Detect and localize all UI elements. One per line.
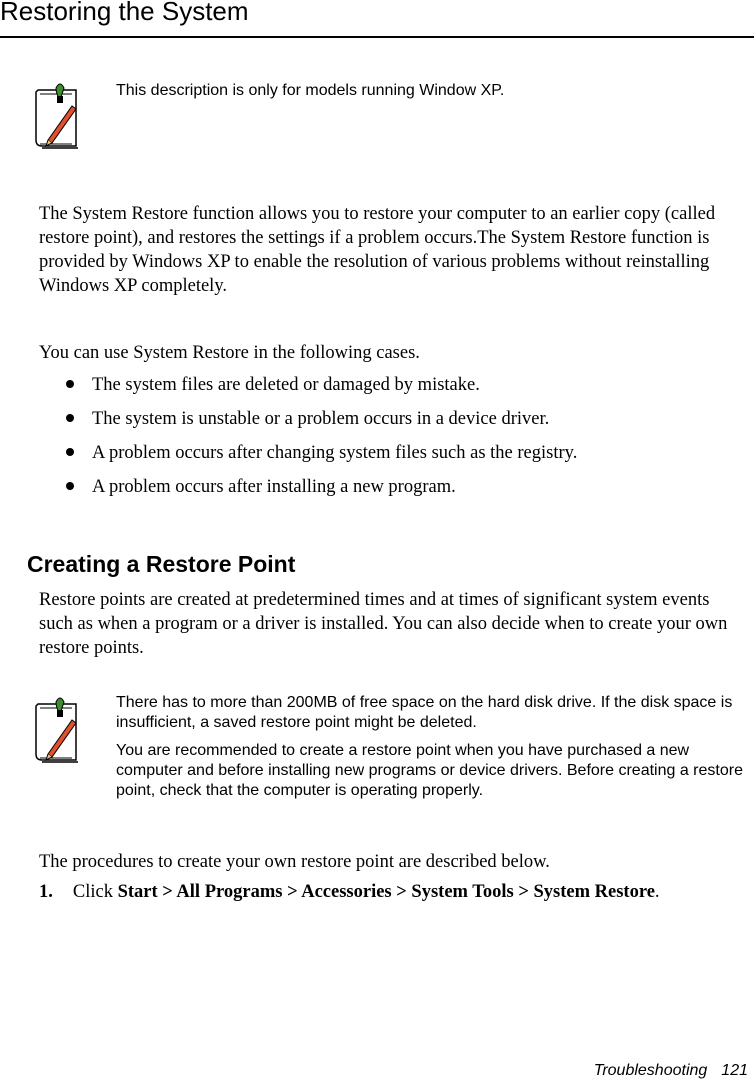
list-item: A problem occurs after changing system files such as the registry. xyxy=(66,441,746,475)
bullet-icon xyxy=(66,448,74,456)
procedure-intro: The procedures to create your own restore point are described below. xyxy=(39,852,550,872)
intro-paragraph: The System Restore function allows you to restore your computer to an earlier copy (called restore point), and restores the settings if a problem occurs.The System Restore function is provided by Windows XP to enable the resolution of various problems without reinstalling Windows XP completely. xyxy=(39,204,716,296)
step-prefix: Click xyxy=(72,882,118,902)
section-paragraph: Restore points are created at predetermined times and at times of significant system events such as when a program or a driver is installed. You can also decide when to create your own restore points. xyxy=(39,590,728,658)
note-text: This description is only for models running Window XP. xyxy=(116,82,505,99)
list-item: The system files are deleted or damaged by mistake. xyxy=(66,373,746,407)
list-item: A problem occurs after installing a new program. xyxy=(66,475,746,509)
step-number: 1. xyxy=(39,882,53,902)
cases-list xyxy=(66,373,746,509)
bullet-icon xyxy=(66,414,74,422)
list-item: The system is unstable or a problem occurs in a device driver. xyxy=(66,407,746,441)
menu-path: Start > All Programs > Accessories > System Tools > System Restore xyxy=(117,882,655,902)
page-title: Restoring the System xyxy=(0,0,249,26)
bullet-icon xyxy=(66,380,74,388)
note-text: There has to more than 200MB of free space on the hard disk drive. If the disk space is insufficient, a saved restore point might be deleted. xyxy=(116,694,733,731)
section-heading: Creating a Restore Point xyxy=(27,551,296,577)
step-suffix: . xyxy=(654,882,660,902)
note-pencil-icon xyxy=(32,696,86,766)
note-pencil-icon xyxy=(32,82,86,152)
title-divider xyxy=(0,36,754,38)
step-1 xyxy=(39,880,660,904)
bullet-icon xyxy=(66,482,74,490)
page-number: 121 xyxy=(721,1062,748,1079)
page-footer xyxy=(594,1062,748,1080)
footer-section: Troubleshooting xyxy=(593,1062,708,1079)
cases-intro: You can use System Restore in the following cases. xyxy=(39,343,420,363)
note-text: You are recommended to create a restore point when you have purchased a new computer and before installing new programs or device drivers. Before creating a restore point, check that the computer is operating properly. xyxy=(116,742,743,799)
